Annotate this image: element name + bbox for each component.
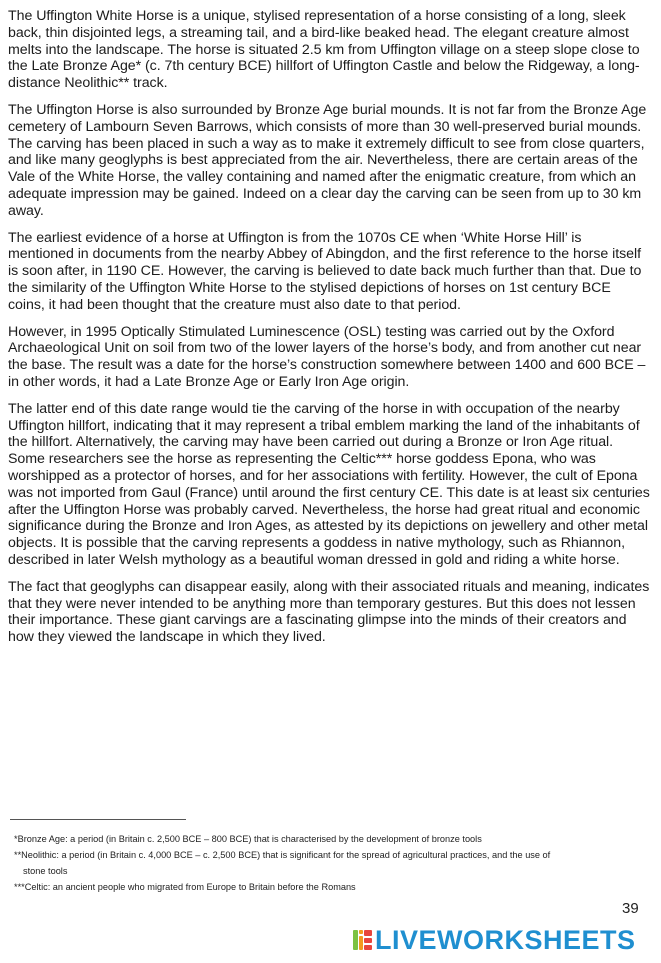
liveworksheets-logo-icon: [353, 928, 373, 952]
footnote-celtic: ***Celtic: an ancient people who migrated from Europe to Britain before the Romans: [14, 882, 356, 892]
paragraph-2: The Uffington Horse is also surrounded by Bronze Age burial mounds. It is not far from the Bronze Age cemetery of Lambourn Seven Barrows, which consists of more than 30 well-preserved burial mounds. The carving has been placed in such a way as to make it extremely difficult to see from close quarters, and like many geoglyphs is best appreciated from the air. Nevertheless, there are certain areas of the Vale of the White Horse, the valley containing and named after the enigmatic creature, from which an adequate impression may be gained. Indeed on a clear day the carving can be seen from up to 30 km away.: [8, 101, 647, 219]
paragraph-6: The fact that geoglyphs can disappear easily, along with their associated rituals and meaning, indicates that they were never intended to be anything more than temporary gestures. But this does not lessen their importance. These giant carvings are a fascinating glimpse into the minds of their creators and how they viewed the landscape in which they lived.: [8, 578, 650, 646]
footnote-divider: [10, 819, 186, 820]
footnote-neolithic: **Neolithic: a period (in Britain c. 4,000 BCE – c. 2,500 BCE) that is significant for the spread of agricultural practices, and the use of: [14, 850, 551, 860]
page-number: 39: [622, 900, 639, 917]
footnote-neolithic-continued: [14, 863, 644, 879]
footnote-neolithic-line2: stone tools: [23, 866, 68, 876]
footnote-bronze-age: *Bronze Age: a period (in Britain c. 2,500 BCE – 800 BCE) that is characterised by the development of bronze tools: [14, 834, 482, 844]
paragraph-5: The latter end of this date range would tie the carving of the horse in with occupation of the nearby Uffington hillfort, indicating that it may represent a tribal emblem marking the land of the inhabitants of the hillfort. Alternatively, the carving may have been carried out during a Bronze or Iron Age ritual. Some researchers see the horse as representing the Celtic*** horse goddess Epona, who was worshipped as a protector of horses, and for her associations with fertility. However, the cult of Epona was not imported from Gaul (France) until around the first century CE. This date is at least six centuries after the Uffington Horse was probably carved. Nevertheless, the horse had great ritual and economic significance during the Bronze and Iron Ages, as attested by its depictions on jewellery and other metal objects. It is possible that the carving represents a goddess in native mythology, such as Rhiannon, described in later Welsh mythology as a beautiful woman dressed in gold and riding a white horse.: [8, 400, 650, 568]
paragraph-4: However, in 1995 Optically Stimulated Luminescence (OSL) testing was carried out by the Oxford Archaeological Unit on soil from two of the lower layers of the horse’s body, and from another cut near the base. The result was a date for the horse’s construction somewhere between 1400 and 600 BCE – in other words, it had a Late Bronze Age or Early Iron Age origin.: [8, 323, 646, 390]
footnotes: [14, 831, 644, 895]
liveworksheets-watermark: [353, 924, 636, 956]
liveworksheets-wordmark: LIVEWORKSHEETS: [375, 925, 636, 955]
paragraph-1: The Uffington White Horse is a unique, stylised representation of a horse consisting of a long, sleek back, thin disjointed legs, a streaming tail, and a bird-like beaked head. The elegant creature almost melts into the landscape. The horse is situated 2.5 km from Uffington village on a steep slope close to the Late Bronze Age* (c. 7th century BCE) hillfort of Uffington Castle and below the Ridgeway, a long-distance Neolithic** track.: [8, 8, 640, 92]
article-body: [8, 8, 650, 656]
paragraph-3: The earliest evidence of a horse at Uffington is from the 1070s CE when ‘White Horse Hill’ is mentioned in documents from the nearby Abbey of Abingdon, and the first reference to the horse itself is soon after, in 1190 CE. However, the carving is believed to date back much further than that. Due to the similarity of the Uffington White Horse to the stylised depictions of horses on 1st century BCE coins, it had been thought that the creature must also date to that period.: [8, 229, 642, 313]
